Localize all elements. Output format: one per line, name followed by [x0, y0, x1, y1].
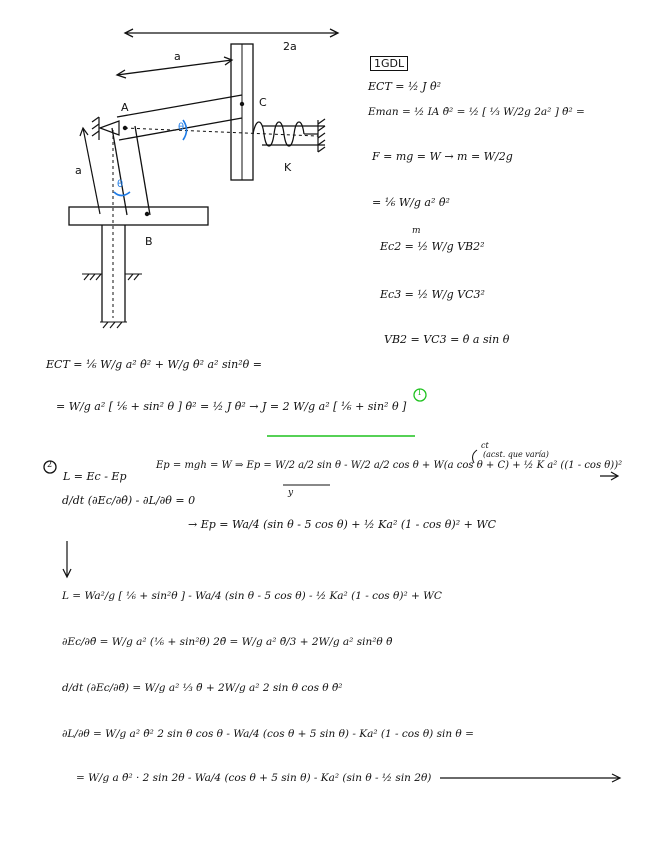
- right-arrow-2: [440, 774, 620, 782]
- eman-equation: Eman = ½ IA θ̇² = ½ [ ⅓ W/2g 2a² ] θ̇² =: [368, 106, 585, 118]
- ec2-mark: m: [412, 226, 421, 236]
- ect-equation: ECT = ½ J θ̇²: [368, 80, 442, 93]
- result1-equation: = ⅙ W/g a² θ̇²: [372, 196, 450, 209]
- ep-line: Ep = mgh = W ⇒ Ep = W/2 a/2 sin θ - W/2 a/2 cos θ + W(a cos θ + C) + ½ K a² ((1 - cos θ))²: [156, 460, 623, 471]
- final-equation: = W/g a θ̇² · 2 sin 2θ - Wa/4 (cos θ + 5 sin θ) - Ka² (sin θ - ½ sin 2θ): [76, 772, 432, 784]
- point-b-label: B: [145, 235, 153, 248]
- ec3-equation: Ec3 = ½ W/g VC3²: [380, 288, 485, 301]
- spring-wall: [318, 119, 325, 152]
- circle-2-number: 2: [47, 460, 53, 469]
- ec2-equation: Ec2 = ½ W/g VB2²: [380, 240, 485, 253]
- point-c-label: C: [259, 96, 267, 109]
- ground-hatch-left: [82, 274, 102, 280]
- velocity-equation: VB2 = VC3 = θ̇ a sin θ: [384, 333, 510, 346]
- note-ct: ct: [481, 441, 489, 450]
- dl-dtheta-equation: ∂L/∂θ = W/g a² θ̇² 2 sin θ cos θ - Wa/4 (cos θ + 5 sin θ) - Ka² (1 - cos θ) sin θ =: [62, 728, 474, 740]
- dim-2a-top-label: 2a: [283, 40, 297, 53]
- ddt-equation: d/dt (∂Ec/∂θ̇) = W/g a² ⅓ θ̈ + 2W/g a² 2 sin θ cos θ θ̇²: [62, 682, 343, 694]
- horizontal-slider-plate: [69, 207, 208, 225]
- lagrangian-definition: L = Ec - Ep: [63, 470, 127, 483]
- theta-blue-label-2: θ: [178, 122, 185, 133]
- ground-hatch-right: [125, 274, 142, 280]
- theta-blue-label: θ: [117, 179, 124, 190]
- ect-line: ECT = ⅙ W/g a² θ̇² + W/g θ̇² a² sin²θ =: [46, 358, 262, 371]
- theta-arc-blue-bottom: [114, 192, 130, 196]
- dim-a-top-label: a: [174, 50, 181, 63]
- spring-k-label: K: [284, 161, 292, 174]
- lagrangian-full: L = Wa²/g [ ⅙ + sin²θ ] - Wa/4 (sin θ - 5 cos θ) - ½ Ka² (1 - cos θ)² + WC: [62, 590, 442, 602]
- right-arrow-1: [600, 472, 618, 480]
- circle-1-number: 1: [417, 388, 423, 397]
- dec-dthetadot-equation: ∂Ec/∂θ̇ = W/g a² (⅙ + sin²θ) 2θ̇ = W/g a² θ̇/3 + 2W/g a² sin²θ θ̇: [62, 636, 393, 648]
- dimension-a-side: [80, 128, 100, 214]
- ep-y-label: y: [288, 488, 294, 498]
- mass-equation: F = mg = W → m = W/2g: [372, 150, 513, 163]
- down-arrow: [63, 541, 71, 577]
- euler-lagrange-equation: d/dt (∂Ec/∂θ̇) - ∂L/∂θ = 0: [62, 494, 196, 507]
- dim-a-side-label: a: [75, 164, 82, 177]
- ground-hatch-bottom: [100, 322, 127, 328]
- factored-line: = W/g a² [ ⅙ + sin² θ ] θ̇² = ½ J θ̇² → J = 2 W/g a² [ ⅙ + sin² θ ]: [56, 400, 407, 413]
- ep-simplified-equation: → Ep = Wa/4 (sin θ - 5 cos θ) + ½ Ka² (1 - cos θ)² + WC: [188, 518, 497, 531]
- gdl-box: 1GDL: [370, 56, 408, 71]
- point-a-label: A: [121, 101, 129, 114]
- note-cst: (acst. que varía): [483, 450, 549, 459]
- pivot-a: [92, 117, 119, 140]
- dimension-2a-arrow: [125, 29, 338, 37]
- reference-dashed-line: [125, 128, 318, 136]
- spring-k: [253, 122, 325, 146]
- link-bar-ab: [112, 126, 150, 215]
